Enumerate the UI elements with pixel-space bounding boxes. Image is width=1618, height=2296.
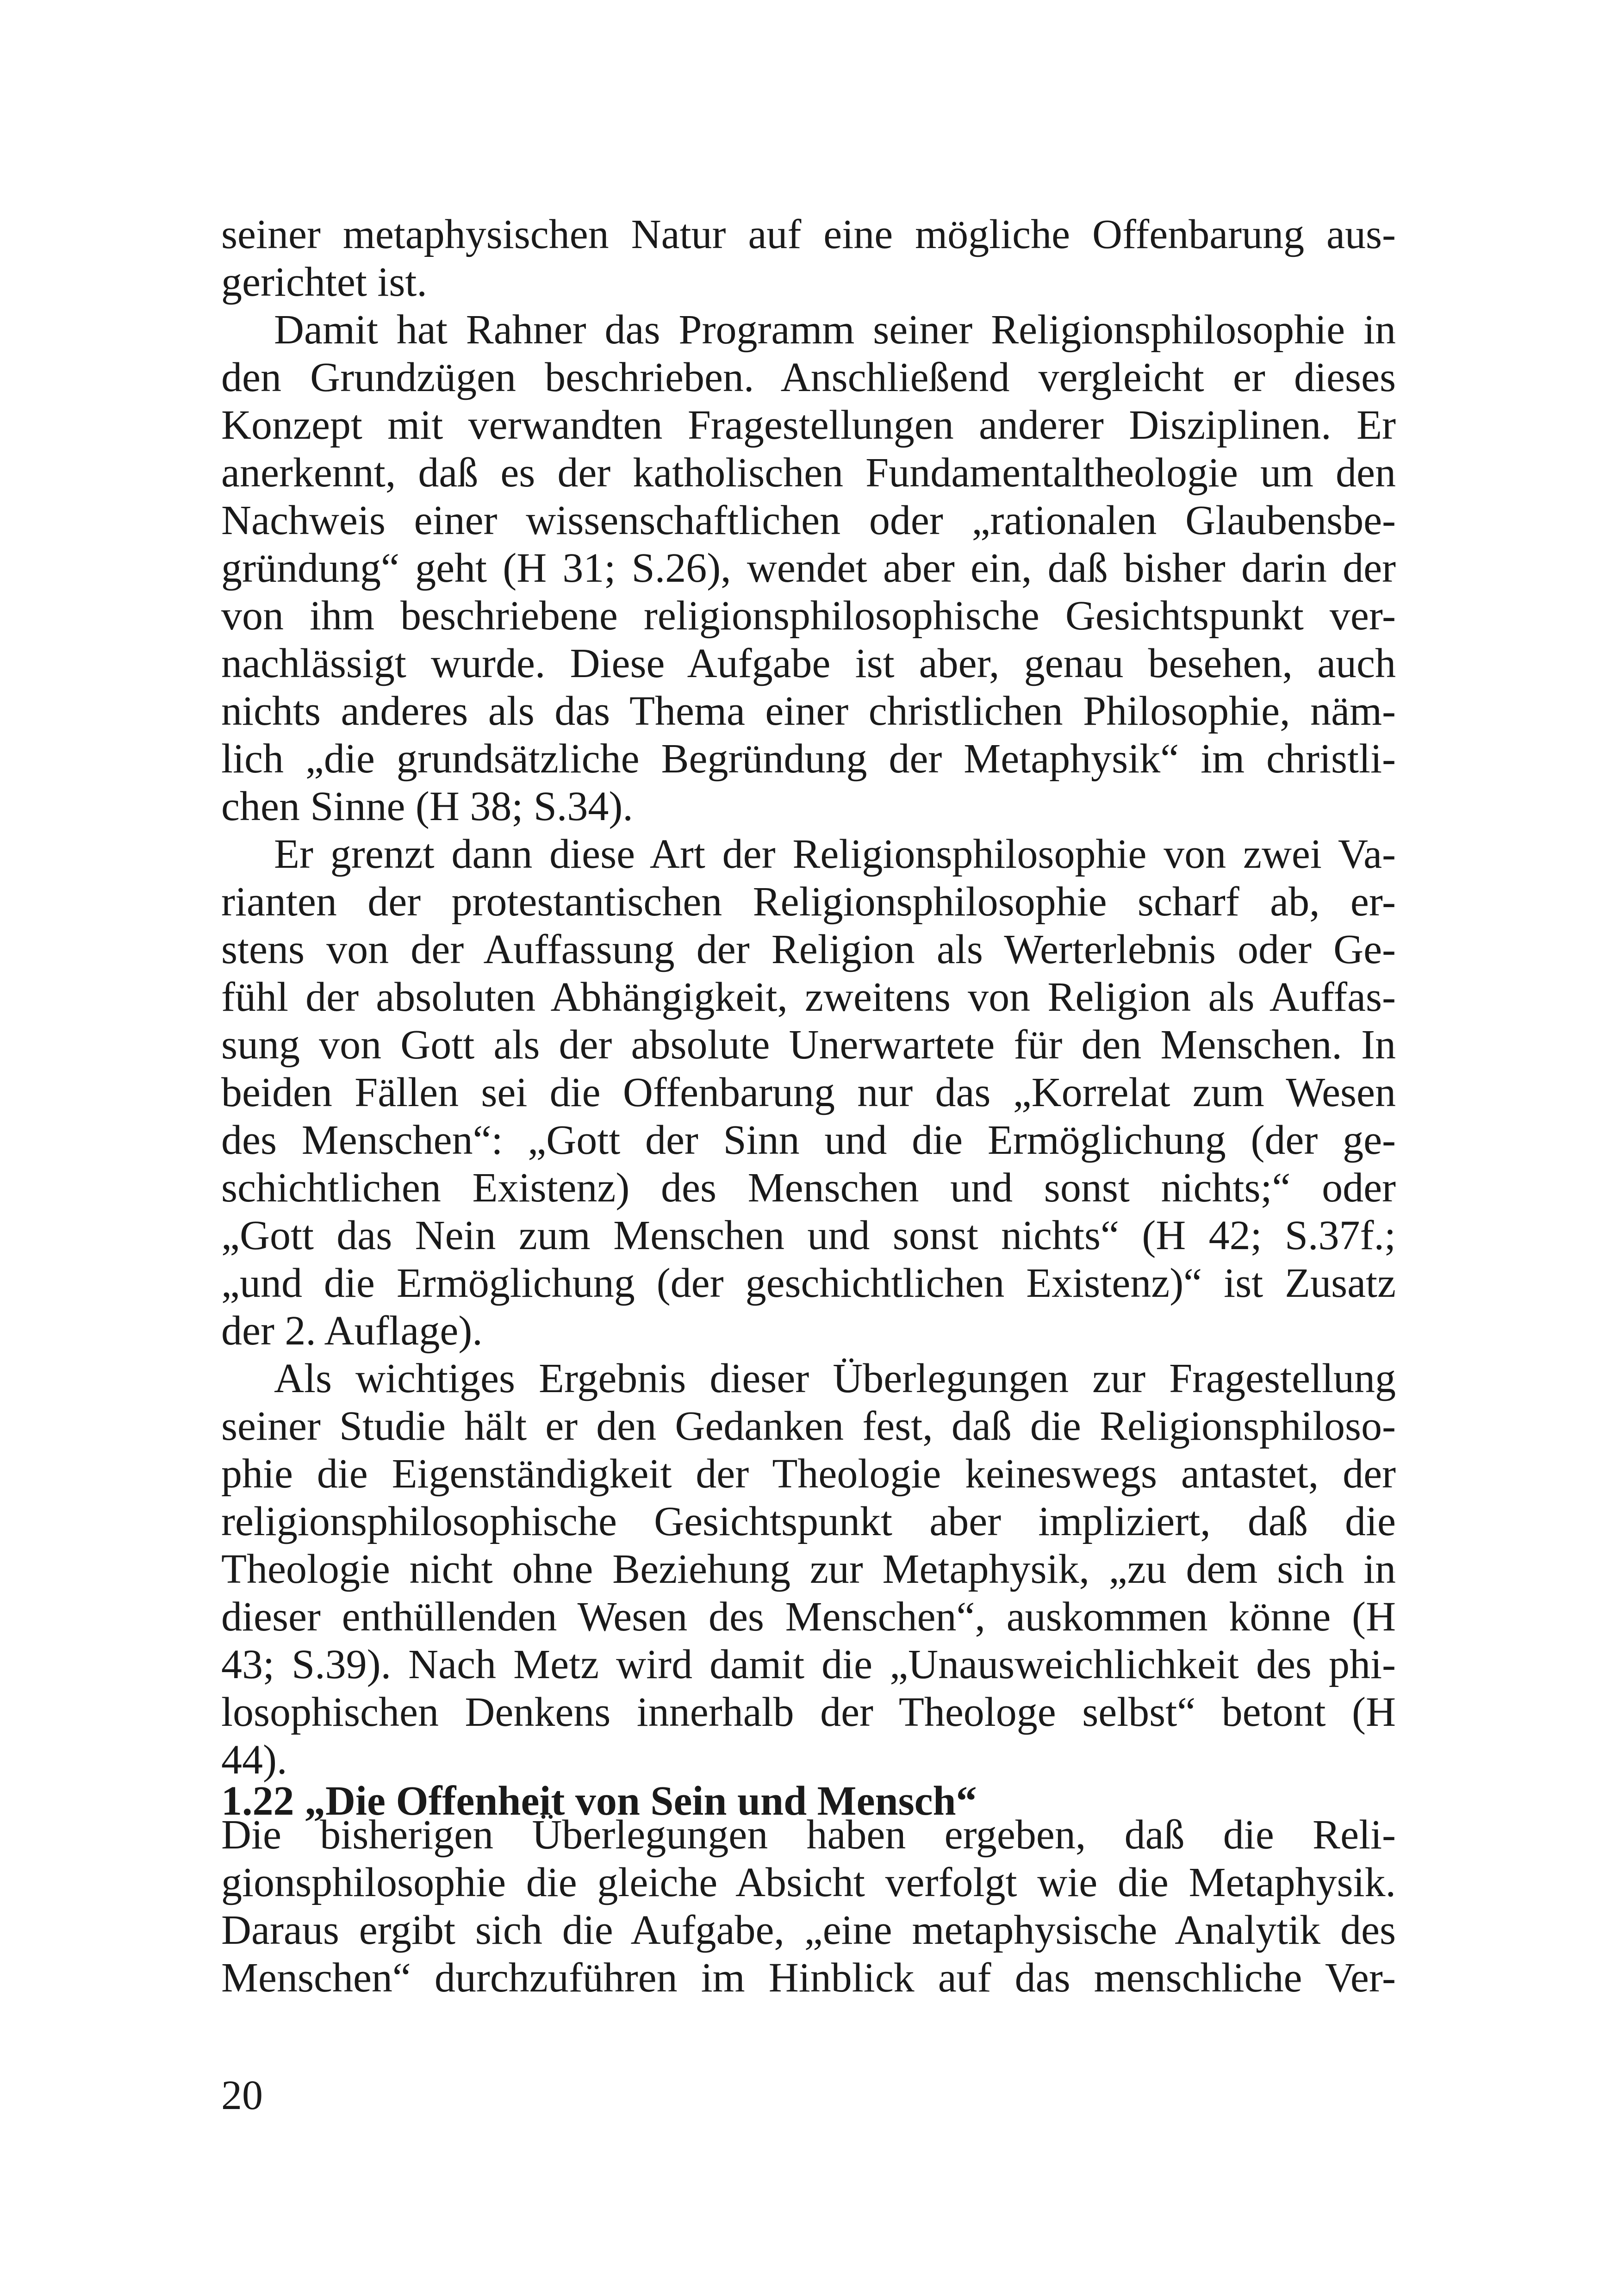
paragraph [221,306,1396,830]
text-line: gerichtet ist. [221,259,427,305]
section-body-text [221,1811,1396,2002]
text-line: gionsphilosophie die gleiche Absicht verfolgt wie die Metaphysik. [221,1860,1396,1905]
text-line: chen Sinne (H 38; S.34). [221,784,633,829]
text-line: sung von Gott als der absolute Unerwartete für den Menschen. In [221,1022,1396,1068]
text-line: Er grenzt dann diese Art der Religionsphilosophie von zwei Va- [274,831,1396,877]
paragraph [221,830,1396,1355]
text-line: 44). [221,1737,287,1783]
text-line: beiden Fällen sei die Offenbarung nur das „Korrelat zum Wesen [221,1070,1396,1115]
text-line: Konzept mit verwandten Fragestellungen anderer Disziplinen. Er [221,402,1396,448]
page-number: 20 [221,2072,263,2118]
text-line: nachlässigt wurde. Diese Aufgabe ist aber, genau besehen, auch [221,641,1396,686]
paragraph [221,1811,1396,2002]
text-line: nichts anderes als das Thema einer christlichen Philosophie, näm- [221,688,1396,734]
text-line: Daraus ergibt sich die Aufgabe, „eine metaphysische Analytik des [221,1907,1396,1953]
text-line: der 2. Auflage). [221,1308,483,1354]
text-line: phie die Eigenständigkeit der Theologie keineswegs antastet, der [221,1451,1396,1497]
text-line: dieser enthüllenden Wesen des Menschen“, auskommen könne (H [221,1594,1396,1640]
text-line: anerkennt, daß es der katholischen Fundamentaltheologie um den [221,450,1396,496]
text-line: seiner Studie hält er den Gedanken fest, daß die Religionsphiloso- [221,1403,1396,1449]
text-line: Damit hat Rahner das Programm seiner Religionsphilosophie in [274,307,1396,353]
text-line: des Menschen“: „Gott der Sinn und die Ermöglichung (der ge- [221,1117,1396,1163]
text-line: 43; S.39). Nach Metz wird damit die „Unausweichlichkeit des phi- [221,1642,1396,1687]
text-line: von ihm beschriebene religionsphilosophische Gesichtspunkt ver- [221,593,1396,639]
paragraph [221,211,1396,306]
text-line: Menschen“ durchzuführen im Hinblick auf das menschliche Ver- [221,1955,1396,2001]
text-line: Nachweis einer wissenschaftlichen oder „rationalen Glaubensbe- [221,498,1396,543]
text-line: Als wichtiges Ergebnis dieser Überlegungen zur Fragestellung [274,1356,1396,1401]
text-line: den Grundzügen beschrieben. Anschließend vergleicht er dieses [221,355,1396,400]
text-line: religionsphilosophische Gesichtspunkt aber impliziert, daß die [221,1499,1396,1544]
text-line: Theologie nicht ohne Beziehung zur Metaphysik, „zu dem sich in [221,1546,1396,1592]
text-line: Die bisherigen Überlegungen haben ergeben, daß die Reli- [221,1812,1396,1858]
text-line: stens von der Auffassung der Religion als Werterlebnis oder Ge- [221,927,1396,972]
text-line: gründung“ geht (H 31; S.26), wendet aber ein, daß bisher darin der [221,545,1396,591]
text-line: rianten der protestantischen Religionsphilosophie scharf ab, er- [221,879,1396,925]
paragraph [221,1355,1396,1784]
text-line: lich „die grundsätzliche Begründung der Metaphysik“ im christli- [221,736,1396,782]
section-heading: 1.22 „Die Offenheit von Sein und Mensch“ [221,1778,977,1824]
text-line: „und die Ermöglichung (der geschichtlichen Existenz)“ ist Zusatz [221,1260,1396,1306]
text-line: seiner metaphysischen Natur auf eine mögliche Offenbarung aus- [221,212,1396,257]
text-line: schichtlichen Existenz) des Menschen und sonst nichts;“ oder [221,1165,1396,1211]
text-line: losophischen Denkens innerhalb der Theologe selbst“ betont (H [221,1689,1396,1735]
text-line: fühl der absoluten Abhängigkeit, zweitens von Religion als Auffas- [221,974,1396,1020]
text-line: „Gott das Nein zum Menschen und sonst nichts“ (H 42; S.37f.; [221,1213,1396,1258]
body-text [221,211,1396,1784]
